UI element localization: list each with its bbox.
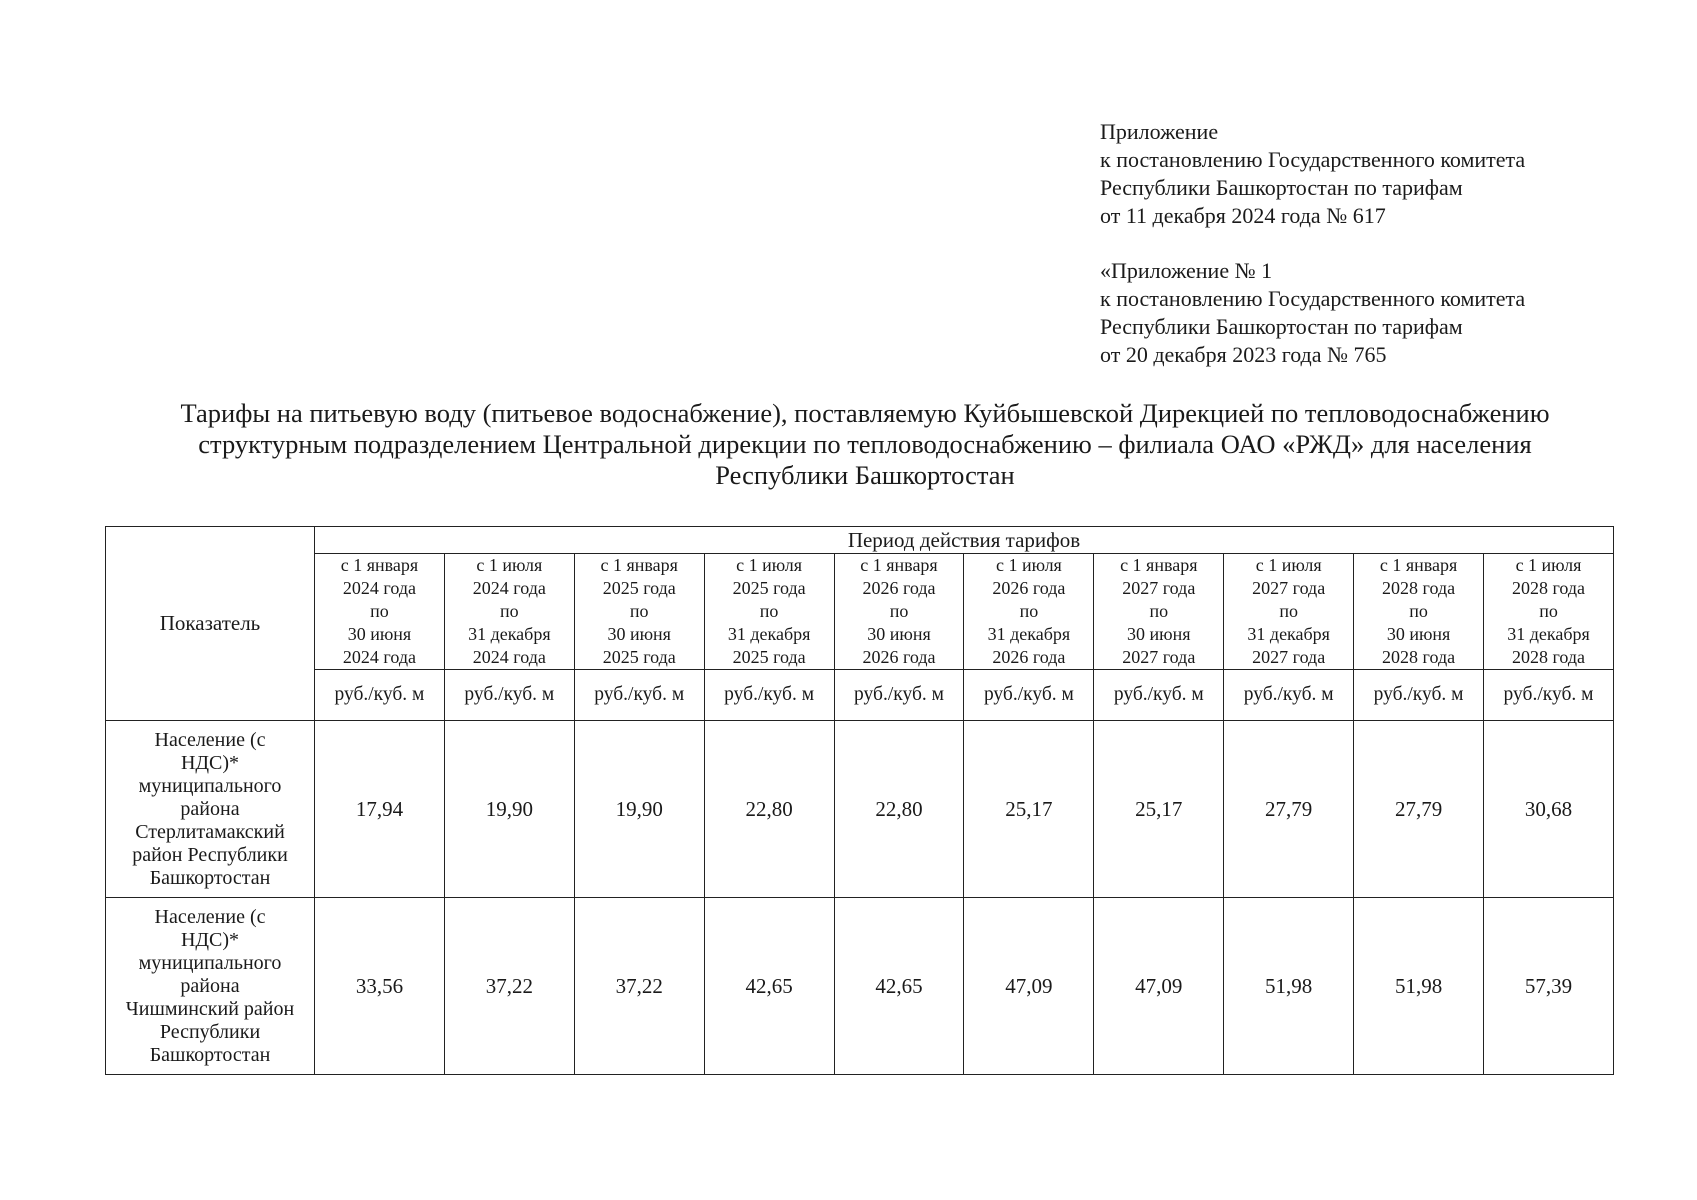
- period-header-row: [106, 554, 1614, 670]
- period-header-line: 2025 года: [732, 647, 806, 667]
- original-appendix-line: к постановлению Государственного комитета: [1100, 286, 1526, 311]
- document-title-line: Республики Башкортостан: [715, 460, 1015, 490]
- tariff-value-cell: 19,90: [574, 721, 704, 898]
- unit-header-cell: руб./куб. м: [444, 670, 574, 721]
- tariff-value-cell: 51,98: [1224, 898, 1354, 1075]
- table-row: [106, 898, 1614, 1075]
- row-label-cell: [106, 721, 315, 898]
- period-header-line: 2027 года: [1252, 578, 1326, 598]
- tariff-value-cell: 17,94: [315, 721, 445, 898]
- appendix-line: от 11 декабря 2024 года № 617: [1100, 203, 1386, 228]
- period-header-line: с 1 января: [1379, 555, 1458, 575]
- unit-header-cell: руб./куб. м: [1354, 670, 1484, 721]
- indicator-header: Показатель: [106, 527, 315, 721]
- period-header-line: 31 декабря: [987, 624, 1071, 644]
- period-header-line: 30 июня: [867, 624, 931, 644]
- row-label-line: Стерлитамакский: [135, 820, 285, 843]
- row-label-line: района: [180, 974, 240, 997]
- tariff-value-cell: 25,17: [964, 721, 1094, 898]
- appendix-line: Приложение: [1100, 119, 1219, 144]
- period-header-cell: [574, 554, 704, 670]
- period-header-line: с 1 июля: [995, 555, 1062, 575]
- period-header-line: 2027 года: [1252, 647, 1326, 667]
- period-header-line: 2024 года: [472, 647, 546, 667]
- period-header-line: с 1 января: [340, 555, 419, 575]
- row-label-line: район Республики: [132, 843, 288, 866]
- period-header-line: 2026 года: [992, 578, 1066, 598]
- period-header-line: с 1 января: [600, 555, 678, 575]
- document-title-line: Тарифы на питьевую воду (питьевое водоснабжение), поставляемую Куйбышевской Дирекцией по тепловодоснабжению: [180, 398, 1550, 428]
- period-header-line: по: [889, 601, 909, 621]
- tariff-value-cell: 47,09: [964, 898, 1094, 1075]
- period-header-cell: [444, 554, 574, 670]
- period-header-line: с 1 июля: [1255, 555, 1322, 575]
- period-header-cell: [1354, 554, 1484, 670]
- period-header-line: 2028 года: [1382, 578, 1456, 598]
- period-header-line: 2025 года: [602, 578, 676, 598]
- row-label-line: Башкортостан: [149, 1043, 271, 1066]
- original-appendix-reference: [1100, 257, 1660, 369]
- period-header-line: по: [1019, 601, 1039, 621]
- period-header-line: 2028 года: [1511, 578, 1586, 598]
- row-label-line: Население (с: [154, 905, 266, 928]
- tariff-value-cell: 27,79: [1224, 721, 1354, 898]
- row-label-line: Население (с: [154, 728, 266, 751]
- row-label-line: Республики: [159, 1020, 261, 1043]
- document-title: [110, 398, 1620, 491]
- period-header-line: по: [1409, 601, 1428, 621]
- period-header-cell: [964, 554, 1094, 670]
- unit-header-cell: руб./куб. м: [964, 670, 1094, 721]
- unit-header-cell: руб./куб. м: [1094, 670, 1224, 721]
- period-header-line: по: [500, 601, 519, 621]
- row-label-line: Чишминский район: [125, 997, 295, 1020]
- row-label-line: муниципального: [138, 774, 282, 797]
- period-header-cell: [1224, 554, 1354, 670]
- original-appendix-line: от 20 декабря 2023 года № 765: [1100, 342, 1387, 367]
- period-header-line: 31 декабря: [1247, 624, 1330, 644]
- period-header-line: 30 июня: [1386, 624, 1451, 644]
- period-header-line: по: [1539, 601, 1558, 621]
- period-header-line: 2026 года: [862, 578, 936, 598]
- period-header-line: по: [370, 601, 389, 621]
- tariff-value-cell: 42,65: [704, 898, 834, 1075]
- period-header-line: 2026 года: [992, 647, 1066, 667]
- period-header-line: 2025 года: [602, 647, 676, 667]
- period-header-line: 2027 года: [1122, 578, 1196, 598]
- tariff-value-cell: 37,22: [574, 898, 704, 1075]
- tariff-value-cell: 51,98: [1354, 898, 1484, 1075]
- period-header-cell: [1094, 554, 1224, 670]
- period-header-cell: [315, 554, 445, 670]
- unit-header-cell: руб./куб. м: [704, 670, 834, 721]
- period-header-line: с 1 июля: [476, 555, 543, 575]
- period-header-line: 31 декабря: [727, 624, 811, 644]
- tariff-value-cell: 42,65: [834, 898, 964, 1075]
- original-appendix-line: Республики Башкортостан по тарифам: [1100, 314, 1463, 339]
- period-header-cell: [704, 554, 834, 670]
- appendix-reference: [1100, 118, 1660, 230]
- tariff-table-body: [106, 721, 1614, 1075]
- tariff-value-cell: 27,79: [1354, 721, 1484, 898]
- period-header-line: 2028 года: [1511, 647, 1586, 667]
- tariff-value-cell: 25,17: [1094, 721, 1224, 898]
- period-header-line: по: [629, 601, 649, 621]
- period-header-line: 2025 года: [732, 578, 806, 598]
- row-label-line: Башкортостан: [149, 866, 271, 889]
- row-label-line: муниципального: [138, 951, 282, 974]
- tariff-value-cell: 30,68: [1484, 721, 1614, 898]
- period-header-line: 2024 года: [342, 578, 416, 598]
- period-group-header: Период действия тарифов: [315, 527, 1614, 554]
- period-header-line: 30 июня: [607, 624, 671, 644]
- period-header-cell: [834, 554, 964, 670]
- period-header-line: с 1 января: [1120, 555, 1198, 575]
- period-header-cell: [1484, 554, 1614, 670]
- period-header-line: с 1 января: [860, 555, 938, 575]
- period-header-line: 2024 года: [472, 578, 546, 598]
- original-appendix-line: «Приложение № 1: [1100, 258, 1273, 283]
- period-header-line: по: [1149, 601, 1169, 621]
- tariff-value-cell: 19,90: [444, 721, 574, 898]
- row-label-line: НДС)*: [180, 751, 240, 774]
- period-header-line: 31 декабря: [1507, 624, 1590, 644]
- period-header-line: 30 июня: [1127, 624, 1191, 644]
- period-header-line: по: [759, 601, 779, 621]
- appendix-line: к постановлению Государственного комитета: [1100, 147, 1526, 172]
- period-header-line: с 1 июля: [1515, 555, 1582, 575]
- row-label-line: НДС)*: [180, 928, 240, 951]
- row-label-line: района: [180, 797, 240, 820]
- unit-header-cell: руб./куб. м: [574, 670, 704, 721]
- tariff-value-cell: 57,39: [1484, 898, 1614, 1075]
- period-header-line: 2028 года: [1382, 647, 1456, 667]
- appendix-line: Республики Башкортостан по тарифам: [1100, 175, 1463, 200]
- period-header-line: по: [1279, 601, 1298, 621]
- unit-header-cell: руб./куб. м: [834, 670, 964, 721]
- row-label-cell: [106, 898, 315, 1075]
- document-title-line: структурным подразделением Центральной дирекции по тепловодоснабжению – филиала ОАО «РЖД» для населения: [198, 429, 1532, 459]
- period-header-line: 2027 года: [1122, 647, 1196, 667]
- unit-header-row: [106, 670, 1614, 721]
- unit-header-cell: руб./куб. м: [315, 670, 445, 721]
- tariff-value-cell: 47,09: [1094, 898, 1224, 1075]
- table-row: [106, 721, 1614, 898]
- tariff-value-cell: 22,80: [704, 721, 834, 898]
- tariff-table: [105, 526, 1614, 1075]
- tariff-value-cell: 33,56: [315, 898, 445, 1075]
- period-header-line: 30 июня: [347, 624, 412, 644]
- period-header-line: 2024 года: [342, 647, 416, 667]
- period-header-line: с 1 июля: [736, 555, 803, 575]
- period-header-line: 2026 года: [862, 647, 936, 667]
- unit-header-cell: руб./куб. м: [1484, 670, 1614, 721]
- period-header-line: 31 декабря: [468, 624, 551, 644]
- tariff-value-cell: 37,22: [444, 898, 574, 1075]
- tariff-value-cell: 22,80: [834, 721, 964, 898]
- unit-header-cell: руб./куб. м: [1224, 670, 1354, 721]
